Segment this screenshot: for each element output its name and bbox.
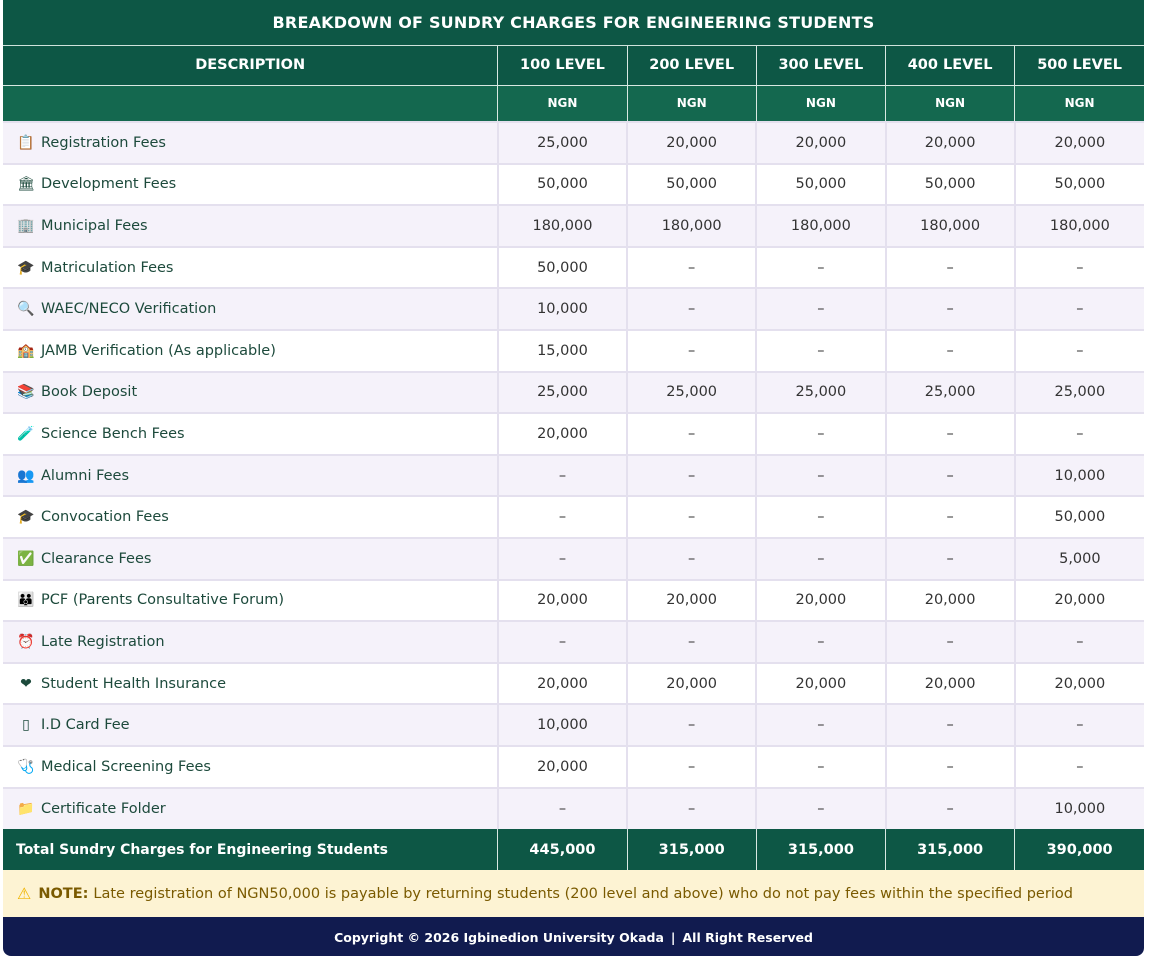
fee-description — [3, 164, 498, 206]
alarm-clock-icon: ⏰ — [17, 633, 35, 650]
heart-icon: ❤ — [20, 675, 32, 692]
fee-value-300-level: – — [756, 330, 885, 372]
currency-blank — [3, 85, 498, 122]
fee-value-500-level: 180,000 — [1015, 205, 1144, 247]
table-row — [3, 538, 1144, 580]
fee-value-100-level: – — [498, 455, 627, 497]
fee-value-500-level: 20,000 — [1015, 663, 1144, 705]
office-icon: 🏢 — [17, 217, 35, 234]
fee-description — [3, 288, 498, 330]
fee-value-200-level: – — [627, 621, 756, 663]
clipboard-icon: 📋 — [17, 134, 35, 151]
fee-value-200-level: – — [627, 413, 756, 455]
fee-value-300-level: – — [756, 496, 885, 538]
fee-value-400-level: 20,000 — [886, 122, 1015, 164]
graduation-cap-icon: 🎓 — [17, 259, 35, 276]
fee-value-100-level: 25,000 — [498, 122, 627, 164]
fee-value-500-level: – — [1015, 746, 1144, 788]
fee-value-100-level: – — [498, 621, 627, 663]
table-row — [3, 455, 1144, 497]
magnifier-icon: 🔍 — [17, 301, 35, 318]
table-row — [3, 205, 1144, 247]
fee-label: Development Fees — [41, 176, 177, 193]
fee-value-100-level: 25,000 — [498, 372, 627, 414]
fee-value-400-level: – — [886, 330, 1015, 372]
fee-value-500-level: 20,000 — [1015, 580, 1144, 622]
fee-label: PCF (Parents Consultative Forum) — [41, 592, 285, 609]
fee-description — [3, 788, 498, 830]
fee-description — [3, 663, 498, 705]
table-row — [3, 788, 1144, 830]
total-500-level: 390,000 — [1015, 829, 1144, 870]
fee-value-200-level: – — [627, 455, 756, 497]
fee-label: Book Deposit — [41, 384, 138, 401]
currency-row — [3, 85, 1144, 122]
fee-description — [3, 746, 498, 788]
check-mark-icon: ✅ — [17, 550, 35, 567]
fee-description — [3, 247, 498, 289]
fee-value-200-level: – — [627, 330, 756, 372]
graduation-cap-icon: 🎓 — [17, 509, 35, 526]
stethoscope-icon: 🩺 — [17, 758, 35, 775]
fee-value-200-level: 20,000 — [627, 580, 756, 622]
currency-label: NGN — [756, 85, 885, 122]
fee-description — [3, 330, 498, 372]
fee-value-500-level: – — [1015, 413, 1144, 455]
table-row — [3, 663, 1144, 705]
fee-value-300-level: – — [756, 538, 885, 580]
table-row — [3, 247, 1144, 289]
footer-copyright: Copyright © 2026 Igbinedion University Okada — [334, 929, 664, 945]
fee-value-500-level: 5,000 — [1015, 538, 1144, 580]
fee-value-300-level: – — [756, 247, 885, 289]
fee-value-300-level: – — [756, 413, 885, 455]
fee-label: Registration Fees — [41, 134, 166, 151]
table-title-row — [3, 0, 1144, 45]
fee-value-200-level: 20,000 — [627, 122, 756, 164]
fee-value-400-level: – — [886, 247, 1015, 289]
table-row — [3, 288, 1144, 330]
fee-value-400-level: – — [886, 538, 1015, 580]
header-200-level: 200 LEVEL — [627, 45, 756, 85]
table-row — [3, 746, 1144, 788]
fee-value-100-level: 10,000 — [498, 704, 627, 746]
fee-value-300-level: 50,000 — [756, 164, 885, 206]
total-400-level: 315,000 — [886, 829, 1015, 870]
fee-label: Science Bench Fees — [41, 425, 185, 442]
fee-value-100-level: 50,000 — [498, 164, 627, 206]
fee-value-100-level: 20,000 — [498, 663, 627, 705]
fee-value-300-level: – — [756, 704, 885, 746]
fee-value-400-level: 25,000 — [886, 372, 1015, 414]
table-row — [3, 621, 1144, 663]
fee-value-200-level: – — [627, 288, 756, 330]
fee-label: Medical Screening Fees — [41, 758, 211, 775]
fee-value-300-level: 20,000 — [756, 663, 885, 705]
fee-value-100-level: 20,000 — [498, 746, 627, 788]
footer-rights: All Right Reserved — [682, 929, 813, 945]
fee-value-100-level: 180,000 — [498, 205, 627, 247]
fee-value-200-level: – — [627, 746, 756, 788]
table-row — [3, 704, 1144, 746]
column-header-row — [3, 45, 1144, 85]
fee-value-300-level: 20,000 — [756, 580, 885, 622]
fee-value-200-level: – — [627, 788, 756, 830]
table-row — [3, 580, 1144, 622]
fee-value-200-level: 50,000 — [627, 164, 756, 206]
books-icon: 📚 — [17, 384, 35, 401]
fee-description — [3, 205, 498, 247]
fee-value-500-level: 10,000 — [1015, 455, 1144, 497]
fee-value-100-level: 15,000 — [498, 330, 627, 372]
header-100-level: 100 LEVEL — [498, 45, 627, 85]
fee-value-500-level: 50,000 — [1015, 496, 1144, 538]
fee-description — [3, 621, 498, 663]
fee-value-300-level: 25,000 — [756, 372, 885, 414]
fee-label: JAMB Verification (As applicable) — [41, 342, 276, 359]
footer-separator: | — [670, 929, 676, 945]
fee-value-400-level: 20,000 — [886, 663, 1015, 705]
fee-value-500-level: 25,000 — [1015, 372, 1144, 414]
header-description: DESCRIPTION — [3, 45, 498, 85]
fee-value-500-level: 10,000 — [1015, 788, 1144, 830]
fee-value-400-level: – — [886, 288, 1015, 330]
fee-value-300-level: 20,000 — [756, 122, 885, 164]
fee-value-100-level: 50,000 — [498, 247, 627, 289]
fee-description — [3, 455, 498, 497]
fee-label: Convocation Fees — [41, 509, 169, 526]
fee-value-400-level: – — [886, 413, 1015, 455]
fee-label: Late Registration — [41, 633, 165, 650]
fee-value-300-level: 180,000 — [756, 205, 885, 247]
fee-value-300-level: – — [756, 288, 885, 330]
fee-value-200-level: – — [627, 247, 756, 289]
fee-description — [3, 538, 498, 580]
fee-value-300-level: – — [756, 746, 885, 788]
header-300-level: 300 LEVEL — [756, 45, 885, 85]
fee-rows — [3, 122, 1144, 829]
test-tube-icon: 🧪 — [17, 425, 35, 442]
fee-description — [3, 372, 498, 414]
fee-label: Municipal Fees — [41, 217, 148, 234]
note-text: Late registration of NGN50,000 is payable by returning students (200 level and above) who do not pay fees within the specified period — [93, 885, 1073, 902]
total-row — [3, 829, 1144, 870]
fee-label: Matriculation Fees — [41, 259, 174, 276]
fee-value-400-level: – — [886, 704, 1015, 746]
sundry-charges-card — [3, 0, 1144, 956]
fee-value-400-level: 50,000 — [886, 164, 1015, 206]
table-row — [3, 413, 1144, 455]
fee-value-500-level: – — [1015, 704, 1144, 746]
school-icon: 🏫 — [17, 342, 35, 359]
fee-value-200-level: 180,000 — [627, 205, 756, 247]
people-icon: 👥 — [17, 467, 35, 484]
fee-value-100-level: 10,000 — [498, 288, 627, 330]
fee-value-500-level: 50,000 — [1015, 164, 1144, 206]
id-card-icon: ▯ — [22, 717, 30, 734]
fee-label: Certificate Folder — [41, 800, 166, 817]
table-row — [3, 372, 1144, 414]
fee-description — [3, 704, 498, 746]
fee-value-400-level: – — [886, 455, 1015, 497]
fee-value-100-level: – — [498, 538, 627, 580]
fee-value-400-level: – — [886, 496, 1015, 538]
note-label: NOTE: — [38, 885, 89, 902]
total-300-level: 315,000 — [756, 829, 885, 870]
fee-value-400-level: – — [886, 621, 1015, 663]
total-label: Total Sundry Charges for Engineering Students — [3, 829, 498, 870]
currency-label: NGN — [1015, 85, 1144, 122]
warning-icon: ⚠ — [17, 884, 32, 904]
fee-value-200-level: – — [627, 704, 756, 746]
fee-value-500-level: – — [1015, 621, 1144, 663]
fee-value-500-level: 20,000 — [1015, 122, 1144, 164]
fee-value-500-level: – — [1015, 330, 1144, 372]
fee-value-300-level: – — [756, 455, 885, 497]
fee-value-500-level: – — [1015, 288, 1144, 330]
late-registration-note — [3, 870, 1144, 917]
fee-value-200-level: – — [627, 496, 756, 538]
fee-description — [3, 413, 498, 455]
fee-label: Alumni Fees — [41, 467, 130, 484]
table-row — [3, 164, 1144, 206]
fee-value-100-level: – — [498, 788, 627, 830]
footer — [3, 917, 1144, 956]
building-icon: 🏛 — [17, 176, 35, 193]
total-100-level: 445,000 — [498, 829, 627, 870]
sundry-charges-table — [3, 0, 1144, 870]
fee-label: Student Health Insurance — [41, 675, 227, 692]
fee-value-100-level: 20,000 — [498, 413, 627, 455]
total-200-level: 315,000 — [627, 829, 756, 870]
fee-description — [3, 496, 498, 538]
table-row — [3, 496, 1144, 538]
currency-label: NGN — [627, 85, 756, 122]
fee-value-200-level: 20,000 — [627, 663, 756, 705]
fee-label: I.D Card Fee — [41, 717, 130, 734]
fee-value-300-level: – — [756, 788, 885, 830]
fee-value-100-level: 20,000 — [498, 580, 627, 622]
fee-description — [3, 122, 498, 164]
fee-value-500-level: – — [1015, 247, 1144, 289]
fee-label: WAEC/NECO Verification — [41, 301, 217, 318]
header-500-level: 500 LEVEL — [1015, 45, 1144, 85]
fee-value-200-level: 25,000 — [627, 372, 756, 414]
fee-value-400-level: – — [886, 788, 1015, 830]
currency-label: NGN — [498, 85, 627, 122]
fee-value-400-level: 180,000 — [886, 205, 1015, 247]
currency-label: NGN — [886, 85, 1015, 122]
fee-value-400-level: – — [886, 746, 1015, 788]
table-row — [3, 122, 1144, 164]
fee-value-100-level: – — [498, 496, 627, 538]
fee-value-400-level: 20,000 — [886, 580, 1015, 622]
fee-value-300-level: – — [756, 621, 885, 663]
family-icon: 👪 — [17, 592, 35, 609]
header-400-level: 400 LEVEL — [886, 45, 1015, 85]
folder-icon: 📁 — [17, 800, 35, 817]
table-row — [3, 330, 1144, 372]
fee-description — [3, 580, 498, 622]
fee-value-200-level: – — [627, 538, 756, 580]
fee-label: Clearance Fees — [41, 550, 152, 567]
table-title: BREAKDOWN OF SUNDRY CHARGES FOR ENGINEERING STUDENTS — [3, 0, 1144, 45]
